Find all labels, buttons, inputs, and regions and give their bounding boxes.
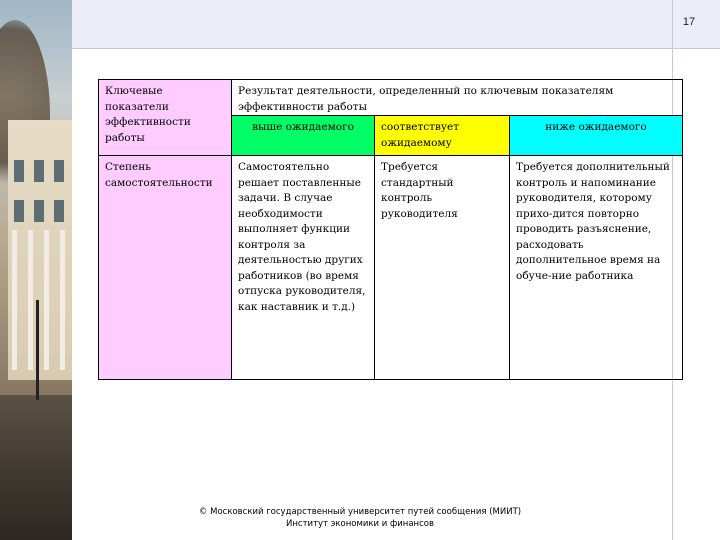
header-result: Результат деятельности, определенный по ключевым показателям эффективности работы [232, 80, 683, 116]
kpi-table [98, 79, 683, 380]
row-label: Степень самостоятельности [99, 156, 232, 380]
slide-header-bar [72, 0, 720, 48]
cell-meets: Требуется стандартный контроль руководителя [375, 156, 510, 380]
subheader-meets: соответствует ожидаемому [375, 116, 510, 156]
footer-institute: Институт экономики и финансов [286, 519, 434, 529]
header-kpi: Ключевые показатели эффективности работы [99, 80, 232, 156]
divider-horizontal [72, 48, 720, 49]
cell-below: Требуется дополнительный контроль и напоминание руководителя, которому прихо-дится повторно проводить разъяснение, расходовать дополнительное время на обуче-ние работника [510, 156, 683, 380]
background-photo [0, 0, 72, 540]
slide-number: 17 [682, 16, 696, 28]
cell-above: Самостоятельно решает поставленные задачи. В случае необходимости выполняет функции контроля за деятельностью других работников (во время отпуска руководителя, как наставник и т.д.) [232, 156, 375, 380]
footer-copyright: © Московский государственный университет путей сообщения (МИИТ) [198, 507, 522, 517]
subheader-below: ниже ожидаемого [510, 116, 683, 156]
footer [150, 506, 570, 530]
subheader-above: выше ожидаемого [232, 116, 375, 156]
